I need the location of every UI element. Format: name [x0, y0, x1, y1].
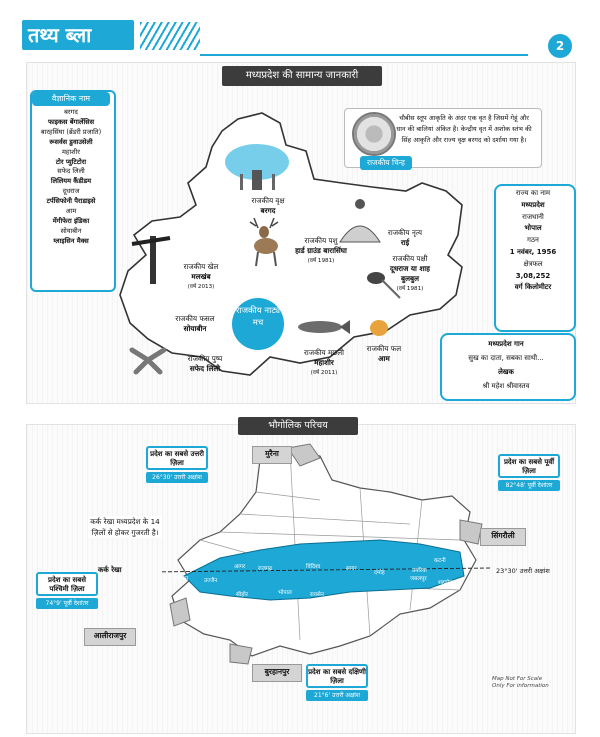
mahseer-fish-icon: [296, 318, 350, 336]
north-district: मुरैना: [252, 446, 292, 464]
state-item-row: 1 नवंबर, 1956: [509, 247, 557, 256]
white-lily-icon: [128, 344, 170, 378]
tropic-degree: 23°30' उत्तरी अक्षांश: [496, 567, 550, 575]
symbol-bird: राजकीय पक्षी दूधराज या शाह बुलबुल (वर्ष 1981): [390, 254, 430, 292]
tropic-district-label: आगर: [234, 564, 246, 570]
state-item-row: राज्य का नाम: [515, 189, 551, 197]
scientific-names-heading: वैज्ञानिक नाम: [32, 92, 110, 106]
symbol-animal: राजकीय पशु हार्ड ग्राउंड बारासिंघा (वर्ष 1981): [295, 236, 347, 264]
tropic-district-label: दमोह: [374, 570, 385, 576]
symbol-tree: राजकीय वृक्ष बरगद: [251, 196, 285, 215]
west-coord: 74°9' पूर्वी देशांतर: [36, 598, 98, 609]
page-number: 2: [548, 34, 572, 58]
west-label: प्रदेश का सबसे पश्चिमी ज़िला: [36, 572, 98, 596]
tropic-district-label: कटनी: [434, 558, 446, 564]
symbol-fruit: राजकीय फल आम: [366, 344, 402, 363]
sci-item-row: फाइकस बेंगालेंसिस: [47, 117, 95, 126]
tropic-district-label: सीहोर: [236, 592, 248, 598]
state-song-list: [442, 337, 570, 393]
tropic-district-label: सागर: [346, 566, 357, 572]
state-item-row: क्षेत्रफल: [523, 259, 543, 268]
west-district: आलीराजपुर: [84, 628, 136, 646]
sci-item-row: रूसर्वस डुवाउसेली: [49, 137, 93, 146]
sci-item-row: मेंगीफेरा इंडिका: [52, 216, 90, 225]
tropic-district-label: शहडोल: [438, 580, 454, 586]
sci-item-row: महाशीर: [61, 147, 81, 156]
sci-item-row: ग्लाइसिन मैक्स: [53, 236, 89, 245]
sci-item-row: टोर प्युटिटोरा: [55, 157, 87, 166]
sci-item-row: लिलियम कैंडीडम: [50, 177, 92, 186]
state-emblem-icon: [352, 112, 396, 156]
state-item-row: 3,08,252: [515, 271, 551, 280]
scientific-names-list: [32, 108, 110, 247]
state-item-row: राजधानी: [522, 212, 544, 221]
symbol-fish: राजकीय मछली महाशीर (वर्ष 2011): [303, 348, 345, 376]
tropic-note: कर्क रेखा मध्यप्रदेश के 14 ज़िलों से होकर गुजरती है।: [88, 516, 162, 538]
symbol-crop: राजकीय फसल सोयाबीन: [175, 314, 215, 333]
emblem-label: राजकीय चिन्ह: [360, 156, 412, 170]
south-district: बुरहानपुर: [252, 664, 302, 682]
east-district: सिंगरौली: [480, 528, 526, 546]
sci-item-row: आम: [65, 207, 77, 216]
tropic-district-label: उमरिया: [412, 568, 427, 574]
song-item-row: श्री महेश श्रीवास्तव: [482, 382, 530, 390]
south-label: प्रदेश का सबसे दक्षिणी ज़िला: [306, 664, 368, 688]
header-hatch: [140, 22, 200, 50]
symbol-flower: राजकीय पुष्प सफेद लिली: [187, 354, 223, 373]
state-item-row: गठन: [527, 236, 539, 245]
east-coord: 82°48' पूर्वी देशांतर: [498, 480, 560, 491]
north-coord: 26°30' उत्तरी अक्षांश: [146, 472, 208, 483]
tropic-district-label: उज्जैन: [204, 578, 218, 584]
section-title-geography: भौगोलिक परिचय: [238, 417, 358, 435]
emblem-description: चौबीस स्तूप आकृति के अंदर एक वृत है जिसमें गेहूं और धान की बालियां अंकित है। केन्द्रीय वृत में अशोक स्तंभ की सिंह आकृति और राज्य वृक्ष बरगद को दर्शाया गया है।: [396, 114, 532, 144]
sci-item-row: दूधराज: [62, 187, 80, 196]
symbol-sport: राजकीय खेल मलखंब (वर्ष 2013): [183, 262, 219, 290]
symbol-dance: राजकीय नृत्य राई: [387, 228, 423, 247]
east-label: प्रदेश का सबसे पूर्वी ज़िला: [498, 454, 560, 478]
sci-item-row: बरगद: [64, 108, 78, 116]
south-coord: 21°6' उत्तरी अक्षांश: [306, 690, 368, 701]
tropic-label: कर्क रेखा: [98, 566, 122, 574]
header-rule: [200, 54, 528, 56]
banyan-tree-icon: [222, 140, 292, 192]
sci-item-row: बारहसिंघा (ब्रेंडरी प्रजाति): [40, 127, 102, 136]
tropic-district-label: रतलाम: [174, 576, 189, 582]
state-item-row: भोपाल: [524, 224, 542, 233]
sci-item-row: सोयाबीन: [60, 226, 82, 235]
section-title-general: मध्यप्रदेश की सामान्य जानकारी: [222, 66, 382, 86]
north-label: प्रदेश का सबसे उत्तरी ज़िला: [146, 446, 208, 470]
tropic-district-label: भोपाल: [278, 590, 292, 596]
state-item-row: वर्ग किलोमीटर: [514, 283, 552, 292]
song-item-row: मध्यप्रदेश गान: [488, 340, 524, 348]
theatre-badge: राजकीय नाट्य मच: [232, 298, 284, 350]
tropic-district-label: जबलपुर: [410, 576, 427, 582]
tropic-district-label: राजगढ़: [258, 566, 273, 572]
state-info-list: [496, 188, 570, 294]
song-item-row: सुख का दाता, सबका साथी...: [468, 354, 544, 362]
song-item-row: लेखक: [498, 368, 514, 376]
barasingha-icon: [244, 212, 284, 268]
sci-item-row: टर्पसिफोनी पैराडाइसे: [46, 197, 96, 206]
state-item-row: मध्यप्रदेश: [521, 200, 545, 209]
sci-item-row: सफेद लिली: [57, 167, 85, 176]
tropic-district-label: रायसेन: [310, 592, 324, 598]
mango-icon: [368, 316, 390, 338]
brand-logo: तथ्य ब्ला: [22, 20, 134, 50]
rai-dancer-icon: [336, 196, 384, 246]
scale-note: Map Not For Scale Only For information: [492, 676, 549, 689]
tropic-district-label: विदिशा: [306, 564, 321, 570]
